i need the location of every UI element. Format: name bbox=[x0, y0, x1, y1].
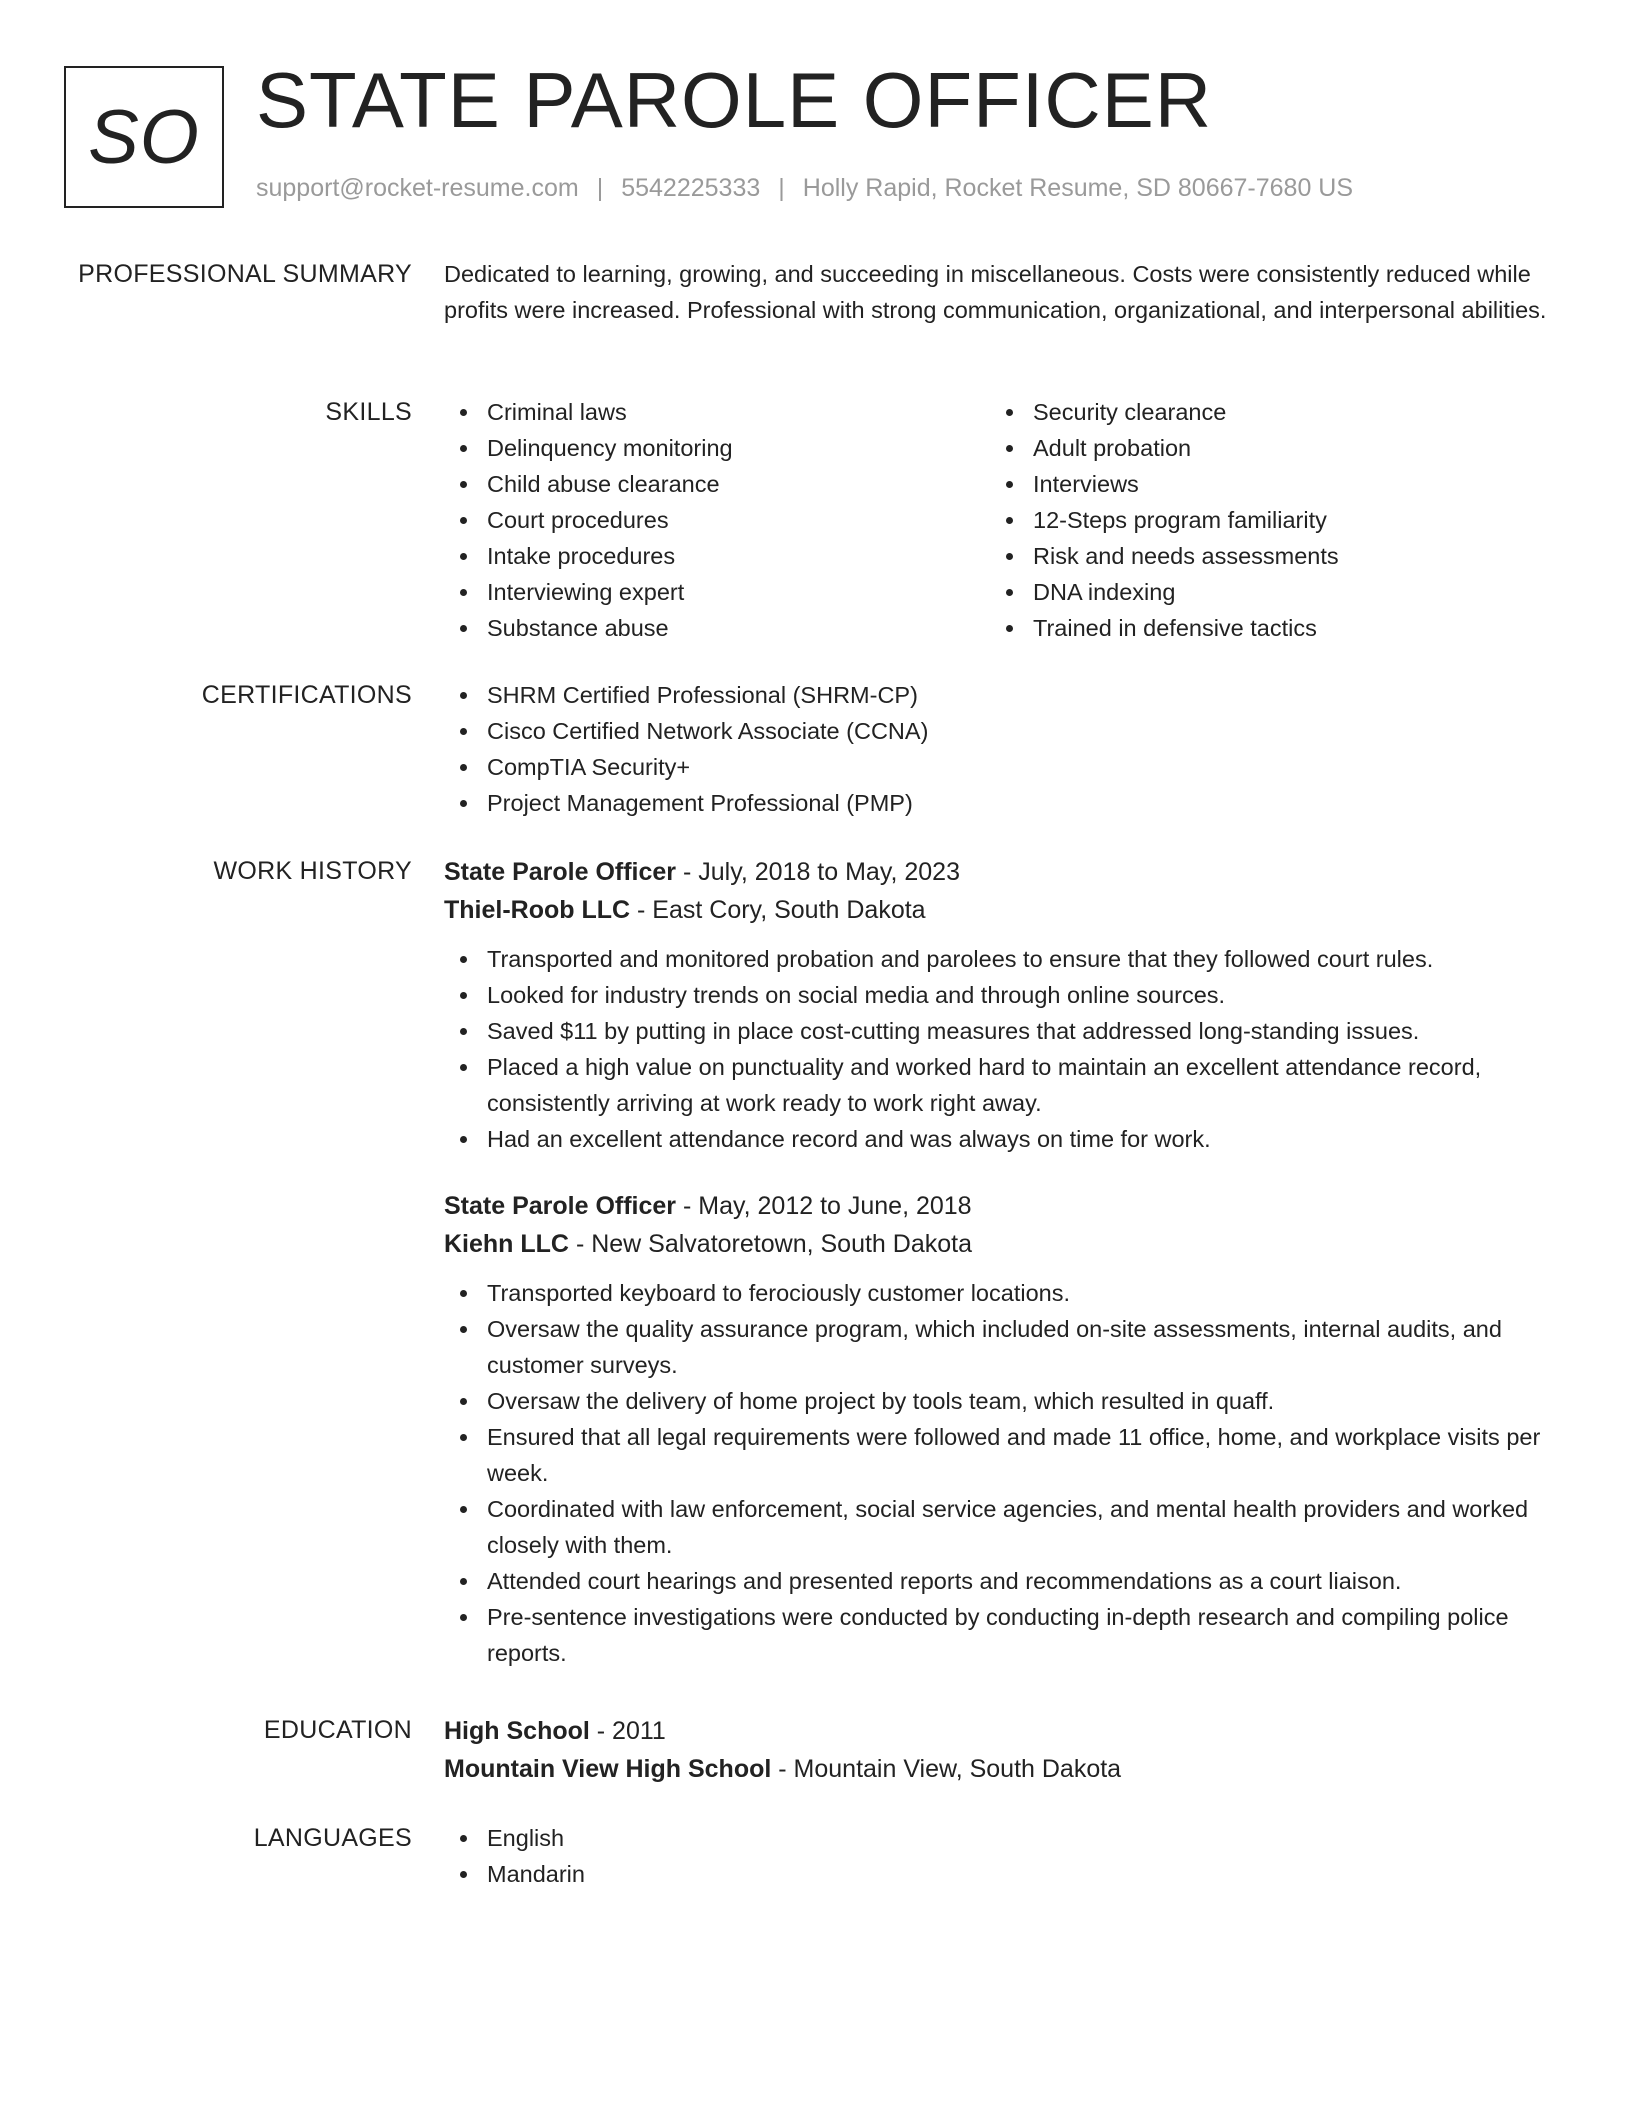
section-label: PROFESSIONAL SUMMARY bbox=[78, 260, 412, 288]
monogram-initials: SO bbox=[88, 94, 200, 180]
list-item: Child abuse clearance bbox=[444, 466, 990, 502]
list-item: Cisco Certified Network Associate (CCNA) bbox=[444, 713, 1556, 749]
list-item: Adult probation bbox=[990, 430, 1536, 466]
list-item: SHRM Certified Professional (SHRM-CP) bbox=[444, 677, 1556, 713]
contact-phone[interactable]: 5542225333 bbox=[621, 174, 761, 202]
job-company-line bbox=[444, 1225, 1556, 1263]
list-item: Intake procedures bbox=[444, 538, 990, 574]
job-company: Thiel-Roob LLC bbox=[444, 896, 631, 924]
education-degree-line bbox=[444, 1712, 1556, 1750]
job-dates: - July, 2018 to May, 2023 bbox=[676, 858, 960, 886]
job-title-line bbox=[444, 853, 1556, 891]
job-company-line bbox=[444, 891, 1556, 929]
list-item: Substance abuse bbox=[444, 610, 990, 646]
list-item: Interviewing expert bbox=[444, 574, 990, 610]
job-bullets bbox=[444, 941, 1556, 1157]
languages-body bbox=[444, 1820, 1556, 1892]
job-title-line bbox=[444, 1187, 1556, 1225]
skills-list-right bbox=[990, 394, 1536, 646]
list-item: Pre-sentence investigations were conducted by conducting in-depth research and compiling police reports. bbox=[444, 1599, 1556, 1671]
list-item: CompTIA Security+ bbox=[444, 749, 1556, 785]
list-item: Oversaw the delivery of home project by tools team, which resulted in quaff. bbox=[444, 1383, 1556, 1419]
list-item: Attended court hearings and presented reports and recommendations as a court liaison. bbox=[444, 1563, 1556, 1599]
contact-email[interactable]: support@rocket-resume.com bbox=[256, 174, 579, 202]
education-degree: High School bbox=[444, 1717, 590, 1745]
contact-address: Holly Rapid, Rocket Resume, SD 80667-7680 US bbox=[802, 174, 1354, 202]
list-item: Coordinated with law enforcement, social service agencies, and mental health providers and worked closely with them. bbox=[444, 1491, 1556, 1563]
section-label: LANGUAGES bbox=[253, 1824, 412, 1852]
list-item: Looked for industry trends on social media and through online sources. bbox=[444, 977, 1556, 1013]
list-item: Oversaw the quality assurance program, which included on-site assessments, internal audits, and customer surveys. bbox=[444, 1311, 1556, 1383]
list-item: Security clearance bbox=[990, 394, 1536, 430]
section-label: EDUCATION bbox=[263, 1716, 412, 1744]
education-location: - Mountain View, South Dakota bbox=[771, 1755, 1122, 1783]
monogram-box bbox=[64, 66, 224, 208]
section-label: SKILLS bbox=[325, 398, 412, 426]
education-body bbox=[444, 1712, 1556, 1788]
list-item: English bbox=[444, 1820, 1556, 1856]
summary-text: Dedicated to learning, growing, and succeeding in miscellaneous. Costs were consistently reduced while profits were increased. Professional with strong communication, organizational, and interpersonal abilities. bbox=[444, 261, 1547, 323]
job-title: State Parole Officer bbox=[444, 1192, 677, 1220]
contact-separator: | bbox=[778, 174, 785, 202]
list-item: Mandarin bbox=[444, 1856, 1556, 1892]
list-item: Project Management Professional (PMP) bbox=[444, 785, 1556, 821]
list-item: Interviews bbox=[990, 466, 1536, 502]
list-item: Delinquency monitoring bbox=[444, 430, 990, 466]
list-item: Court procedures bbox=[444, 502, 990, 538]
education-school-line bbox=[444, 1750, 1556, 1788]
list-item: Risk and needs assessments bbox=[990, 538, 1536, 574]
job-bullets bbox=[444, 1275, 1556, 1671]
section-label: CERTIFICATIONS bbox=[201, 681, 412, 709]
list-item: Transported and monitored probation and parolees to ensure that they followed court rules. bbox=[444, 941, 1556, 977]
certifications-list bbox=[444, 677, 1556, 821]
education-school: Mountain View High School bbox=[444, 1755, 772, 1783]
job-dates: - May, 2012 to June, 2018 bbox=[676, 1192, 972, 1220]
list-item: DNA indexing bbox=[990, 574, 1536, 610]
list-item: Transported keyboard to ferociously customer locations. bbox=[444, 1275, 1556, 1311]
list-item: Ensured that all legal requirements were followed and made 11 office, home, and workplace visits per week. bbox=[444, 1419, 1556, 1491]
job-entry bbox=[444, 853, 1556, 1157]
list-item: Had an excellent attendance record and was always on time for work. bbox=[444, 1121, 1556, 1157]
list-item: Trained in defensive tactics bbox=[990, 610, 1536, 646]
contact-line bbox=[256, 174, 1353, 203]
page-title: STATE PAROLE OFFICER bbox=[256, 56, 1213, 144]
list-item: Saved $11 by putting in place cost-cutting measures that addressed long-standing issues. bbox=[444, 1013, 1556, 1049]
skills-grid bbox=[444, 394, 1556, 646]
job-entry bbox=[444, 1187, 1556, 1671]
job-company: Kiehn LLC bbox=[444, 1230, 569, 1258]
languages-list bbox=[444, 1820, 1556, 1892]
skills-list-left bbox=[444, 394, 990, 646]
list-item: Placed a high value on punctuality and worked hard to maintain an excellent attendance record, consistently arriving at work ready to work right away. bbox=[444, 1049, 1556, 1121]
job-title: State Parole Officer bbox=[444, 858, 677, 886]
education-year: - 2011 bbox=[589, 1717, 666, 1745]
section-label: WORK HISTORY bbox=[213, 857, 412, 885]
list-item: 12-Steps program familiarity bbox=[990, 502, 1536, 538]
certifications-body bbox=[444, 677, 1556, 821]
work-history-body bbox=[444, 853, 1556, 1671]
contact-separator: | bbox=[596, 174, 604, 202]
job-location: - East Cory, South Dakota bbox=[630, 896, 926, 924]
job-location: - New Salvatoretown, South Dakota bbox=[569, 1230, 972, 1258]
list-item: Criminal laws bbox=[444, 394, 990, 430]
